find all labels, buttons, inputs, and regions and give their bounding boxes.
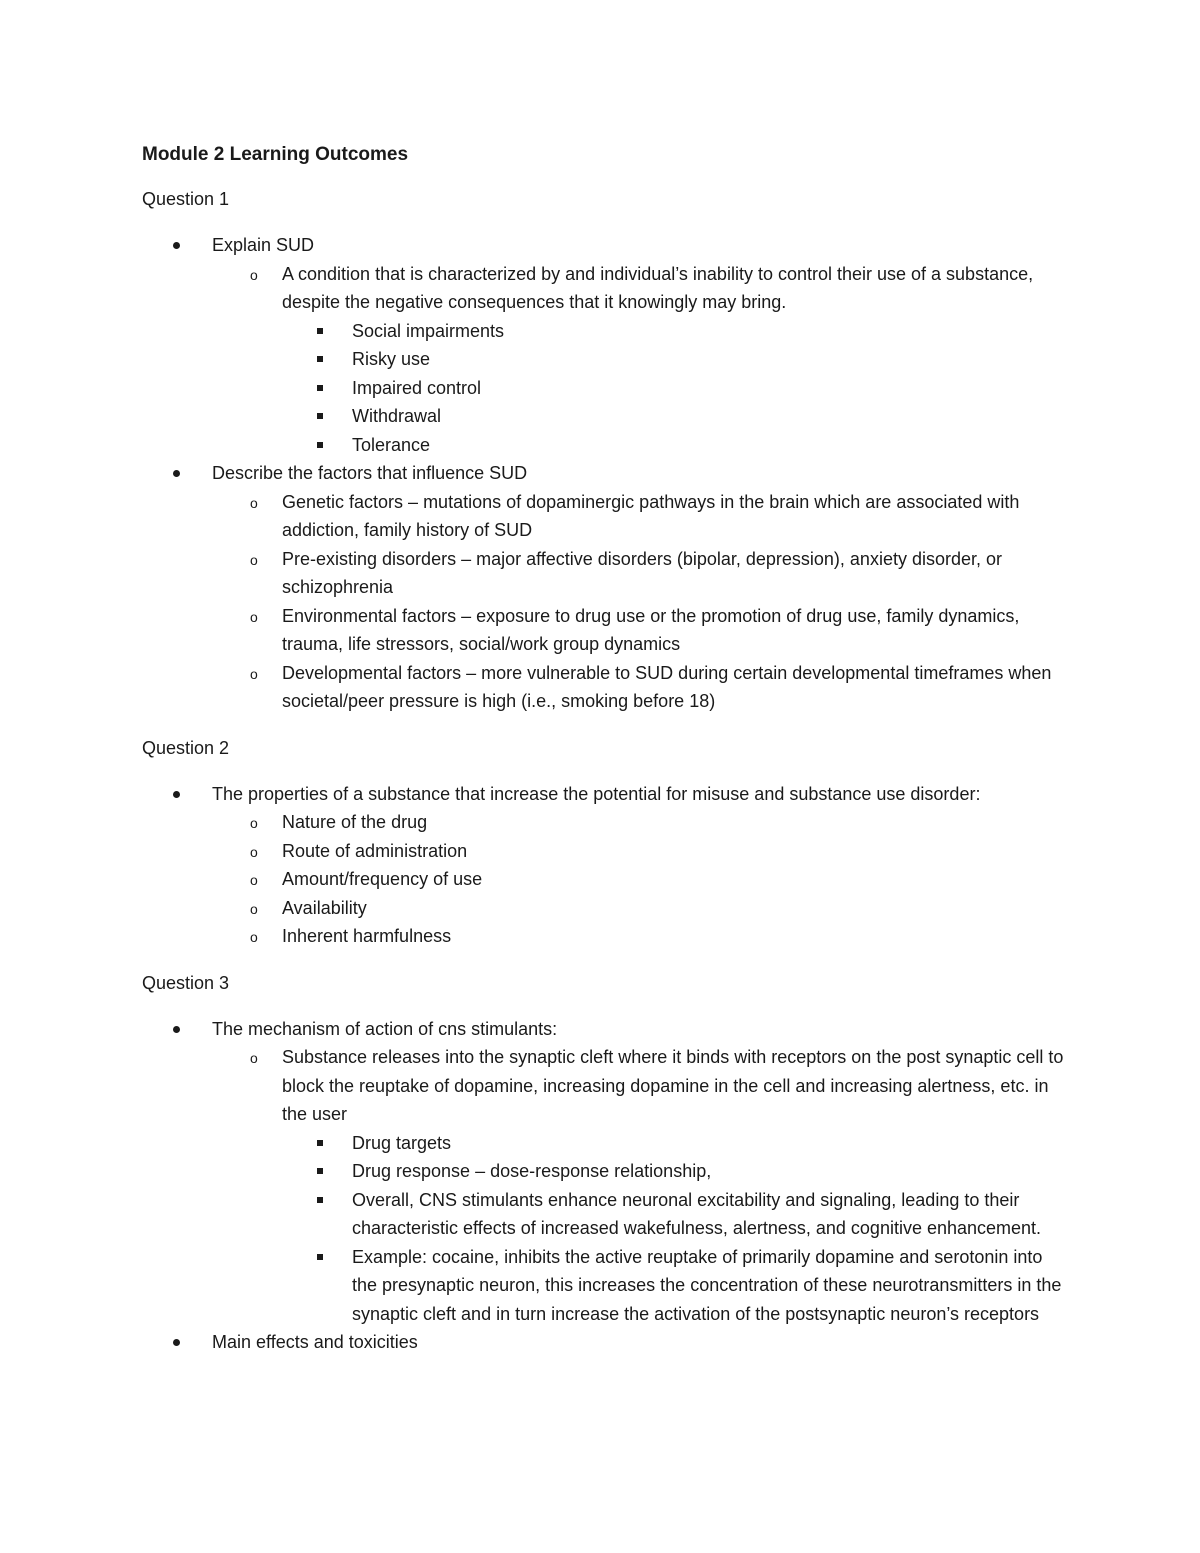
bullet-square-icon <box>317 328 323 334</box>
list-item <box>282 431 1072 460</box>
bullet-square-icon <box>317 442 323 448</box>
sub-sub-list <box>212 317 1072 460</box>
list-item <box>282 1243 1072 1329</box>
bullet-circle-icon: o <box>250 900 258 917</box>
list-item <box>212 1043 1072 1328</box>
list-item <box>212 865 1072 894</box>
bullet-circle-icon: o <box>250 608 258 625</box>
document-body <box>142 143 1072 1357</box>
bullet-dot-icon <box>173 1026 180 1033</box>
bullet-dot-icon <box>173 791 180 798</box>
bullet-dot-icon <box>173 470 180 477</box>
list-item <box>142 1015 1072 1329</box>
list-item-text: Genetic factors – mutations of dopaminergic pathways in the brain which are associated with addiction, family history of SUD <box>282 491 1020 540</box>
list-item-text: Nature of the drug <box>282 812 428 832</box>
bullet-square-icon <box>317 413 323 419</box>
list-item-text: Withdrawal <box>352 406 442 426</box>
list-item <box>212 894 1072 923</box>
list-item <box>142 1328 1072 1357</box>
bullet-list <box>142 1015 1072 1357</box>
bullet-square-icon <box>317 1140 323 1146</box>
list-item-text: Pre-existing disorders – major affective disorders (bipolar, depression), anxiety disorder, or schizophrenia <box>282 548 1002 597</box>
question-heading: Question 1 <box>142 189 230 209</box>
list-item-text: Route of administration <box>282 840 468 861</box>
sub-list <box>142 808 1072 951</box>
list-item-text: Availability <box>282 897 367 918</box>
list-item <box>142 459 1072 716</box>
bullet-circle-icon: o <box>250 494 258 511</box>
bullet-square-icon <box>317 1254 323 1260</box>
list-item <box>282 1129 1072 1158</box>
bullet-circle-icon: o <box>250 1050 258 1066</box>
question-heading: Question 3 <box>142 972 230 993</box>
list-item <box>142 780 1072 951</box>
sub-sub-list <box>212 1129 1072 1329</box>
list-item-text: Environmental factors – exposure to drug use or the promotion of drug use, family dynamics, trauma, life stressors, social/work group dynamics <box>282 605 1020 654</box>
list-item-text: Developmental factors – more vulnerable to SUD during certain developmental timeframes when societal/peer pressure is high (i.e., smoking before 18) <box>282 662 1052 711</box>
list-item-text: Drug response – dose-response relationship, <box>352 1161 712 1181</box>
bullet-circle-icon: o <box>250 843 258 860</box>
list-item-text: Risky use <box>352 349 431 369</box>
list-item <box>282 1186 1072 1243</box>
list-item <box>282 1157 1072 1186</box>
bullet-circle-icon: o <box>250 266 258 283</box>
list-item-text: Example: cocaine, inhibits the active reuptake of primarily dopamine and serotonin into the presynaptic neuron, this increases the concentration of these neurotransmitters in the synaptic cleft and in turn increase the activation of the postsynaptic neuron’s receptors <box>352 1246 1062 1324</box>
list-item <box>142 231 1072 459</box>
list-item <box>212 659 1072 716</box>
list-item-text: Social impairments <box>352 320 505 341</box>
sub-list <box>142 488 1072 716</box>
bullet-square-icon <box>317 1197 323 1203</box>
sub-list <box>142 1043 1072 1328</box>
bullet-circle-icon: o <box>250 872 258 888</box>
bullet-list <box>142 231 1072 716</box>
bullet-list <box>142 780 1072 951</box>
list-item-text: Inherent harmfulness <box>282 926 452 946</box>
bullet-circle-icon: o <box>250 551 258 568</box>
list-item <box>212 602 1072 659</box>
bullet-dot-icon <box>173 242 180 249</box>
list-item-text: Impaired control <box>352 377 482 398</box>
bullet-circle-icon: o <box>250 815 258 831</box>
list-item <box>212 922 1072 951</box>
list-item-text: Main effects and toxicities <box>212 1332 418 1352</box>
list-item-text: Tolerance <box>352 434 431 455</box>
document-title: Module 2 Learning Outcomes <box>142 144 409 165</box>
list-item <box>282 317 1072 346</box>
bullet-square-icon <box>317 385 323 391</box>
list-item-text: The properties of a substance that increase the potential for misuse and substance use disorder: <box>212 783 981 804</box>
list-item-text: The mechanism of action of cns stimulants: <box>212 1018 558 1039</box>
list-item <box>212 808 1072 837</box>
list-item-text: Amount/frequency of use <box>282 869 483 889</box>
bullet-circle-icon: o <box>250 665 258 682</box>
list-item-text: Drug targets <box>352 1132 452 1153</box>
list-item-text: A condition that is characterized by and individual’s inability to control their use of a substance, despite the negative consequences that it knowingly may bring. <box>282 263 1034 312</box>
list-item-text: Explain SUD <box>212 235 315 255</box>
list-item <box>282 374 1072 403</box>
list-item <box>212 545 1072 602</box>
bullet-dot-icon <box>173 1339 180 1346</box>
list-item <box>212 837 1072 866</box>
sub-list <box>142 260 1072 460</box>
list-item <box>212 488 1072 545</box>
list-item-text: Describe the factors that influence SUD <box>212 463 528 483</box>
list-item-text: Overall, CNS stimulants enhance neuronal excitability and signaling, leading to their characteristic effects of increased wakefulness, alertness, and cognitive enhancement. <box>352 1189 1042 1238</box>
list-item <box>212 260 1072 460</box>
bullet-circle-icon: o <box>250 929 258 945</box>
bullet-square-icon <box>317 356 323 362</box>
list-item-text: Substance releases into the synaptic cleft where it binds with receptors on the post synaptic cell to block the reuptake of dopamine, increasing dopamine in the cell and increasing alertness, etc. in the user <box>282 1047 1064 1124</box>
bullet-square-icon <box>317 1168 323 1174</box>
question-heading: Question 2 <box>142 737 230 758</box>
list-item <box>282 345 1072 374</box>
list-item <box>282 402 1072 431</box>
